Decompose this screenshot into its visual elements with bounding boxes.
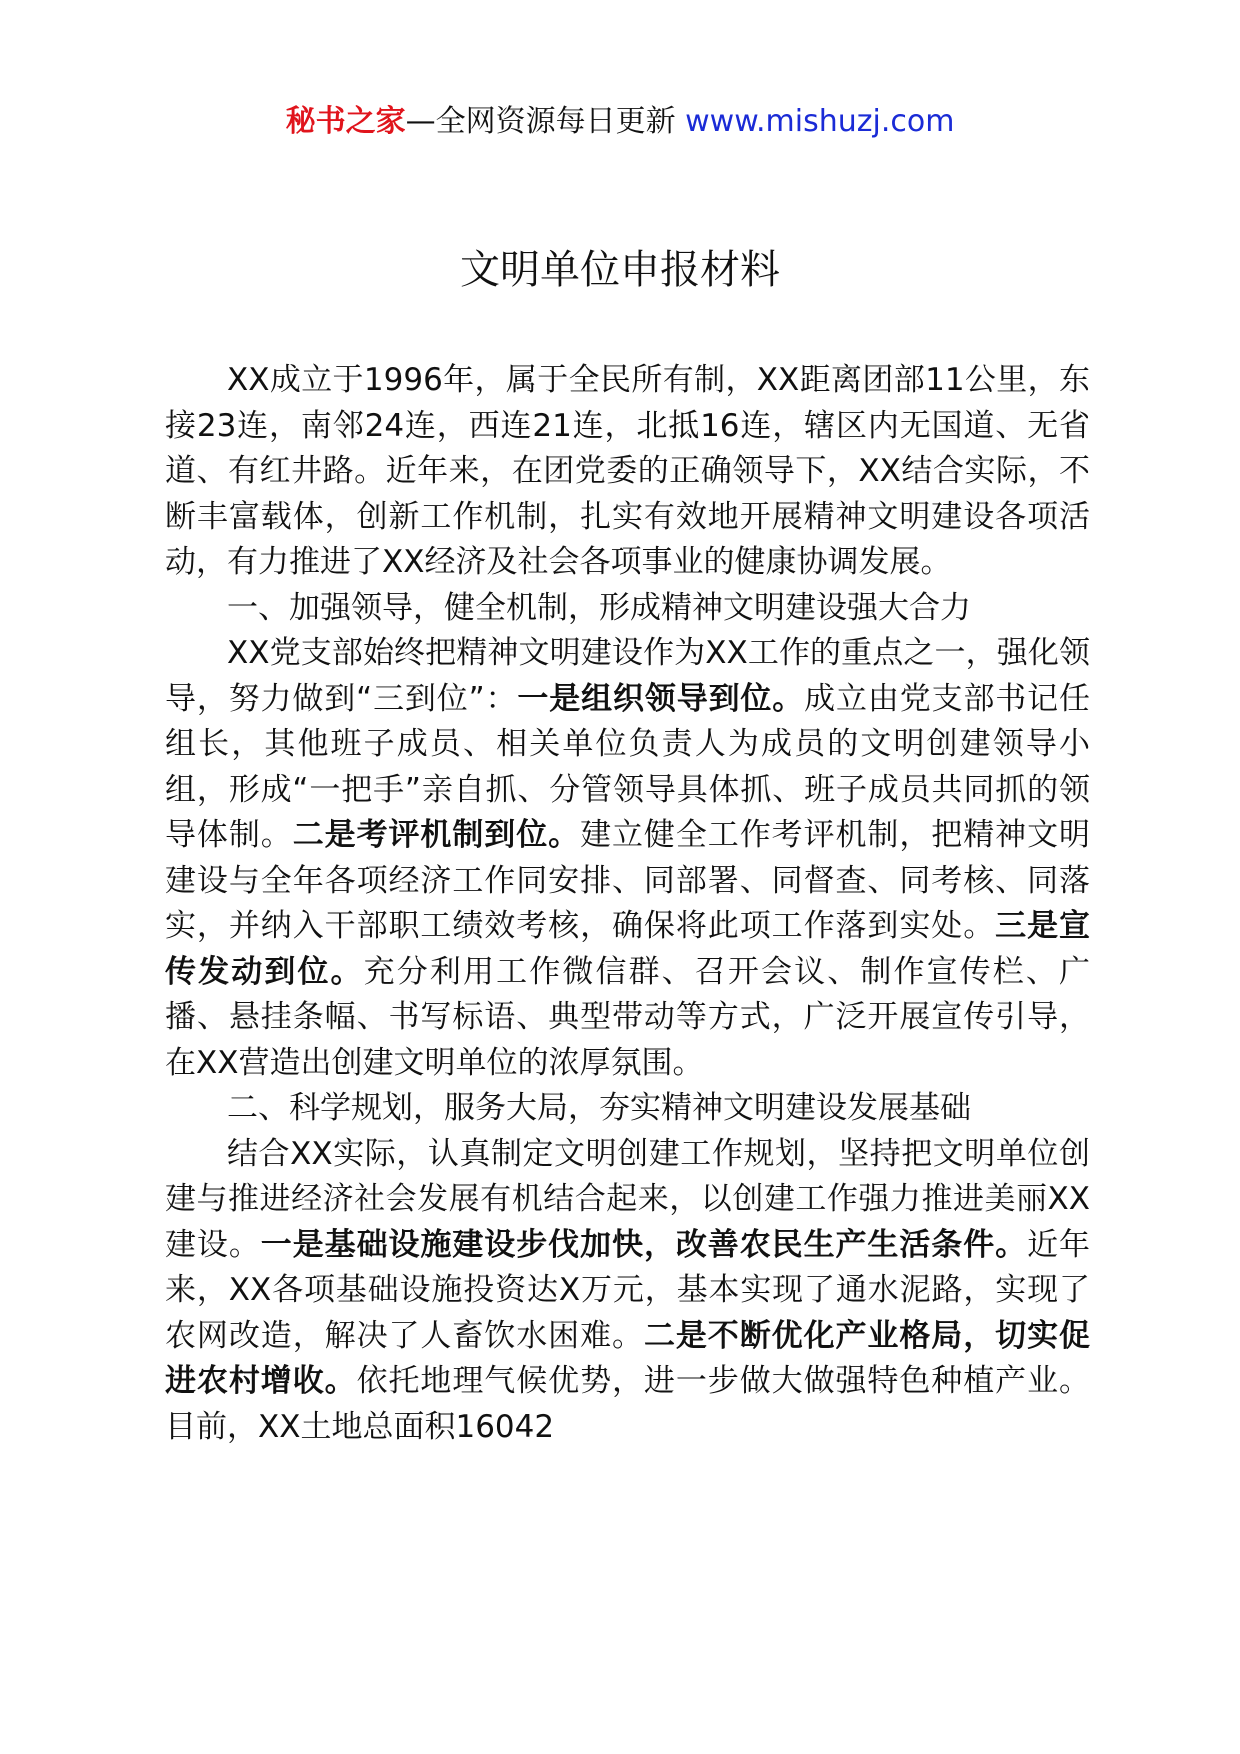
bold-point: 二是考评机制到位。 bbox=[292, 817, 581, 853]
paragraph-text: 依托地理气候优势，进一步做大做强特色种植产业。目前，XX土地总面积16042 bbox=[165, 1363, 1091, 1445]
brand-name: 秘书之家 bbox=[285, 104, 406, 139]
bold-point: 三是宣传发动到位。 bbox=[165, 908, 1090, 990]
bold-point: 一是基础设施建设步伐加快，改善农民生产生活条件。 bbox=[260, 1226, 1028, 1263]
paragraph-text: XX党支部始终把精神文明建设作为XX工作的重点之一，强化领导，努力做到“三到位”： bbox=[165, 635, 1090, 717]
bold-point: 二是不断优化产业格局，切实促进农村增收。 bbox=[165, 1317, 1091, 1399]
paragraph-text: 近年来，XX各项基础设施投资达X万元，基本实现了通水泥路，实现了农网改造，解决了人畜饮水困难。 bbox=[165, 1226, 1091, 1354]
paragraph-text: 充分利用工作微信群、召开会议、制作宣传栏、广播、悬挂条幅、书写标语、典型带动等方式，广泛开展宣传引导，在XX营造出创建文明单位的浓厚氛围。 bbox=[165, 953, 1091, 1081]
intro-paragraph: XX成立于1996年，属于全民所有制，XX距离团部11公里，东接23连，南邻24连，西连21连，北抵16连，辖区内无国道、无省道、有红井路。近年来，在团党委的正确领导下，XX结合实际，不断丰富载体，创新工作机制，扎实有效地开展精神文明建设各项活动，有力推进了XX经济及社会各项事业的健康协调发展。 bbox=[165, 362, 1090, 580]
section-heading-1: 一、加强领导，健全机制，形成精神文明建设强大合力 bbox=[227, 589, 971, 626]
bold-point: 一是组织领导到位。 bbox=[517, 680, 805, 717]
site-header bbox=[0, 102, 1240, 142]
site-url[interactable]: www.mishuzj.com bbox=[685, 104, 955, 139]
document-title: 文明单位申报材料 bbox=[460, 247, 780, 293]
section-2-paragraph bbox=[165, 1132, 1090, 1451]
paragraph-text: 结合XX实际，认真制定文明创建工作规划，坚持把文明单位创建与推进经济社会发展有机结合起来，以创建工作强力推进美丽XX建设。 bbox=[165, 1135, 1090, 1263]
document-body bbox=[165, 358, 1090, 1450]
paragraph-text: 建立健全工作考评机制，把精神文明建设与全年各项经济工作同安排、同部署、同督查、同考核、同落实，并纳入干部职工绩效考核，确保将此项工作落到实处。 bbox=[165, 817, 1091, 944]
section-1-paragraph bbox=[165, 631, 1090, 1086]
section-heading-2: 二、科学规划，服务大局，夯实精神文明建设发展基础 bbox=[227, 1090, 971, 1126]
paragraph-text: 成立由党支部书记任组长，其他班子成员、相关单位负责人为成员的文明创建领导小组，形成“一把手”亲自抓、分管领导具体抓、班子成员共同抓的领导体制。 bbox=[165, 680, 1091, 853]
brand-slogan: —全网资源每日更新 bbox=[405, 104, 676, 139]
